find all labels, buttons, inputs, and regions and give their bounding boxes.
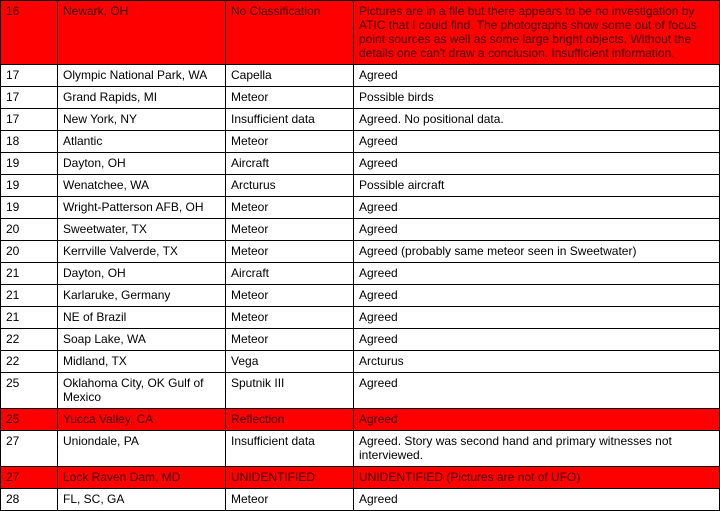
classification-cell: Reflection: [226, 409, 354, 431]
day-cell: 22: [1, 351, 58, 373]
table-row: [1, 263, 720, 285]
table-row: [1, 351, 720, 373]
comment-cell: Arcturus: [354, 351, 720, 373]
day-cell: 22: [1, 329, 58, 351]
location-cell: Sweetwater, TX: [58, 219, 226, 241]
location-cell: Newark, OH: [58, 1, 226, 65]
day-cell: 21: [1, 285, 58, 307]
comment-cell: Agreed: [354, 131, 720, 153]
classification-cell: Aircraft: [226, 263, 354, 285]
location-cell: Wenatchee, WA: [58, 175, 226, 197]
table-row: [1, 373, 720, 409]
table-row: [1, 285, 720, 307]
table-row: [1, 87, 720, 109]
day-cell: 19: [1, 197, 58, 219]
location-cell: Lock Raven Dam, MD: [58, 467, 226, 489]
location-cell: New York, NY: [58, 109, 226, 131]
location-cell: NE of Brazil: [58, 307, 226, 329]
comment-cell: Possible aircraft: [354, 175, 720, 197]
day-cell: 20: [1, 241, 58, 263]
classification-cell: Meteor: [226, 285, 354, 307]
table-row: [1, 219, 720, 241]
classification-cell: Insufficient data: [226, 109, 354, 131]
classification-cell: Meteor: [226, 87, 354, 109]
classification-cell: Capella: [226, 65, 354, 87]
location-cell: Soap Lake, WA: [58, 329, 226, 351]
table-row: [1, 1, 720, 65]
classification-cell: Meteor: [226, 489, 354, 511]
day-cell: 20: [1, 219, 58, 241]
classification-cell: Aircraft: [226, 153, 354, 175]
location-cell: Midland, TX: [58, 351, 226, 373]
location-cell: Wright-Patterson AFB, OH: [58, 197, 226, 219]
day-cell: 16: [1, 1, 58, 65]
location-cell: Atlantic: [58, 131, 226, 153]
table-row: [1, 131, 720, 153]
comment-cell: Agreed: [354, 409, 720, 431]
location-cell: Yucca Valley, CA: [58, 409, 226, 431]
comment-cell: Agreed: [354, 489, 720, 511]
comment-cell: Agreed: [354, 65, 720, 87]
location-cell: Oklahoma City, OK Gulf of Mexico: [58, 373, 226, 409]
comment-cell: Agreed: [354, 153, 720, 175]
comment-cell: Agreed: [354, 263, 720, 285]
classification-cell: Meteor: [226, 307, 354, 329]
location-cell: Kerrville Valverde, TX: [58, 241, 226, 263]
location-cell: Dayton, OH: [58, 263, 226, 285]
comment-cell: Agreed (probably same meteor seen in Sweetwater): [354, 241, 720, 263]
classification-cell: Meteor: [226, 131, 354, 153]
comment-cell: Agreed. No positional data.: [354, 109, 720, 131]
comment-cell: Agreed: [354, 307, 720, 329]
day-cell: 27: [1, 467, 58, 489]
table-row: [1, 65, 720, 87]
classification-cell: Insufficient data: [226, 431, 354, 467]
table-row: [1, 153, 720, 175]
day-cell: 17: [1, 109, 58, 131]
comment-cell: Agreed: [354, 373, 720, 409]
table-row: [1, 489, 720, 511]
location-cell: Grand Rapids, MI: [58, 87, 226, 109]
comment-cell: Agreed: [354, 219, 720, 241]
table-row: [1, 241, 720, 263]
day-cell: 25: [1, 373, 58, 409]
classification-cell: Meteor: [226, 241, 354, 263]
table-row: [1, 109, 720, 131]
location-cell: FL, SC, GA: [58, 489, 226, 511]
classification-cell: Vega: [226, 351, 354, 373]
classification-cell: UNIDENTIFIED: [226, 467, 354, 489]
table-row: [1, 431, 720, 467]
day-cell: 25: [1, 409, 58, 431]
table-row: [1, 307, 720, 329]
comment-cell: Possible birds: [354, 87, 720, 109]
classification-cell: Sputnik III: [226, 373, 354, 409]
classification-cell: Meteor: [226, 219, 354, 241]
comment-cell: Agreed. Story was second hand and primary witnesses not interviewed.: [354, 431, 720, 467]
classification-cell: No Classification: [226, 1, 354, 65]
table-row: [1, 329, 720, 351]
table-row: [1, 409, 720, 431]
classification-cell: Meteor: [226, 197, 354, 219]
comment-cell: Agreed: [354, 329, 720, 351]
comment-cell: Agreed: [354, 285, 720, 307]
location-cell: Uniondale, PA: [58, 431, 226, 467]
day-cell: 19: [1, 153, 58, 175]
day-cell: 28: [1, 489, 58, 511]
table-row: [1, 467, 720, 489]
table-row: [1, 175, 720, 197]
day-cell: 21: [1, 307, 58, 329]
location-cell: Karlaruke, Germany: [58, 285, 226, 307]
comment-cell: UNIDENTIFIED (Pictures are not of UFO): [354, 467, 720, 489]
classification-cell: Arcturus: [226, 175, 354, 197]
location-cell: Dayton, OH: [58, 153, 226, 175]
day-cell: 17: [1, 65, 58, 87]
table-row: [1, 197, 720, 219]
classification-cell: Meteor: [226, 329, 354, 351]
day-cell: 19: [1, 175, 58, 197]
comment-cell: Pictures are in a file but there appears to be no investigation by ATIC that I could find. The photographs show some out of focus point sources as well as some large bright objects. Without the details one can't draw a conclusion. Insufficient information.: [354, 1, 720, 65]
comment-cell: Agreed: [354, 197, 720, 219]
day-cell: 21: [1, 263, 58, 285]
day-cell: 18: [1, 131, 58, 153]
day-cell: 27: [1, 431, 58, 467]
day-cell: 17: [1, 87, 58, 109]
location-cell: Olympic National Park, WA: [58, 65, 226, 87]
